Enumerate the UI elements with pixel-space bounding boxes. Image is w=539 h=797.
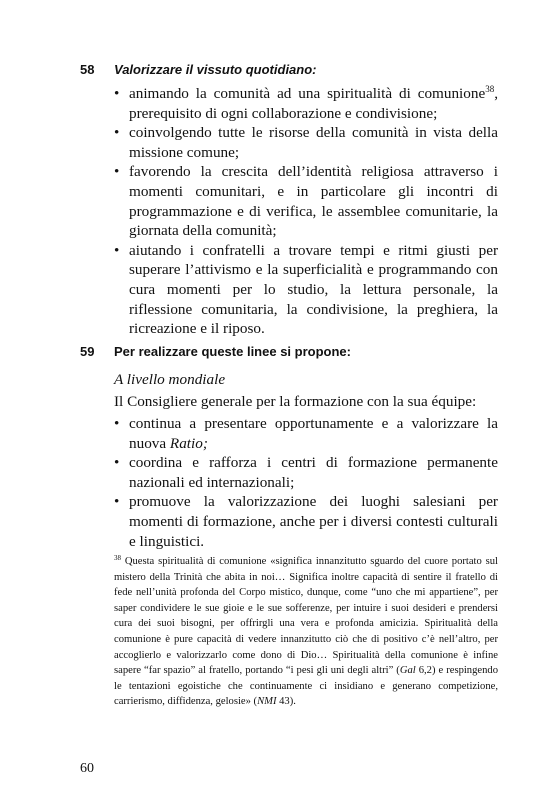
- italic-term: Ratio;: [169, 434, 208, 452]
- list-item: [114, 162, 498, 240]
- section-number: 59: [80, 344, 95, 359]
- page-number: 60: [80, 761, 94, 776]
- list-item-text: , prerequisito di ogni collaborazione e condivisione;: [129, 85, 498, 122]
- section-number: 58: [80, 62, 95, 77]
- list-item: [114, 84, 498, 123]
- bullet-icon: •: [114, 415, 120, 432]
- list-item-text: continua a presentare opportunamente e a valorizzare la nuova: [129, 415, 498, 452]
- bullet-icon: •: [114, 124, 120, 142]
- subheading: A livello mondiale: [114, 371, 226, 388]
- footnote-text: 43).: [276, 696, 296, 708]
- list-item-text: animando la comunità ad una spiritualità di comunione: [129, 85, 486, 102]
- intro-text: Il Consigliere generale per la formazione con la sua équipe:: [114, 393, 477, 410]
- list-item-text: favorendo la crescita dell’identità religiosa attraverso i momenti comunitari, e in particolare gli incontri di programmazione e di verifica, le assemblee comunitarie, la giornata della comunità;: [129, 163, 498, 240]
- list-item: [114, 241, 498, 339]
- section-title: Per realizzare queste linee si propone:: [114, 344, 351, 359]
- list-item: [114, 453, 498, 492]
- list-item: [114, 414, 498, 453]
- footnote-citation: NMI: [257, 696, 277, 708]
- list-item-text: coinvolgendo tutte le risorse della comunità in vista della missione comune;: [129, 124, 498, 161]
- bullet-icon: •: [114, 241, 120, 259]
- section-59-list: [114, 414, 498, 551]
- footnote-mark: 38: [114, 554, 121, 562]
- footnote-reference[interactable]: 38: [485, 84, 495, 94]
- footnote-text: Questa spiritualità di comunione «significa innanzitutto sguardo del cuore portato sul mistero della Trinità che abita in noi… Significa inoltre capacità di sentire il fratello di fede nell’unità profonda del Corpo mistico, dunque, come “uno che mi appartiene”, per saper condividere le sue gioie e le sue sofferenze, per intuire i suoi desideri e prendersi cura dei suoi bisogni, per offrirgli una vera e profonda amicizia. Spiritualità della comunione è pure capacità di vedere innanzitutto ciò che di positivo c’è nell’altro, per accoglierlo e valorizzarlo come dono di Dio… Spiritualità della comunione è infine sapere “far spazio” al fratello, portando “i pesi gli uni degli altri” (: [114, 556, 498, 677]
- list-item-text: coordina e rafforza i centri di formazione permanente nazionali ed internazionali;: [129, 454, 498, 491]
- section-title: Valorizzare il vissuto quotidiano:: [114, 62, 317, 77]
- footnote: [114, 554, 498, 710]
- bullet-icon: •: [114, 454, 120, 472]
- footnote-text: 6,2) e respingendo le tentazioni egoistiche che continuamente ci insidiano e generano competizione, carrierismo, diffidenza, gelosie» (: [114, 665, 498, 708]
- list-item-text: promuove la valorizzazione dei luoghi salesiani per momenti di formazione, anche per i diversi contesti culturali e linguistici.: [129, 493, 498, 550]
- list-item-text: aiutando i confratelli a trovare tempi e ritmi giusti per superare l’attivismo e la superficialità e programmando con cura momenti per lo studio, la lettura personale, la riflessione comunitaria, la condivisione, la preghiera, la ricreazione e il riposo.: [129, 241, 498, 338]
- section-58-list: [114, 84, 498, 339]
- footnote-citation: Gal: [399, 665, 416, 677]
- list-item: [114, 492, 498, 551]
- bullet-icon: •: [114, 493, 120, 511]
- bullet-icon: •: [114, 163, 120, 181]
- list-item: [114, 123, 498, 162]
- bullet-icon: •: [114, 85, 120, 102]
